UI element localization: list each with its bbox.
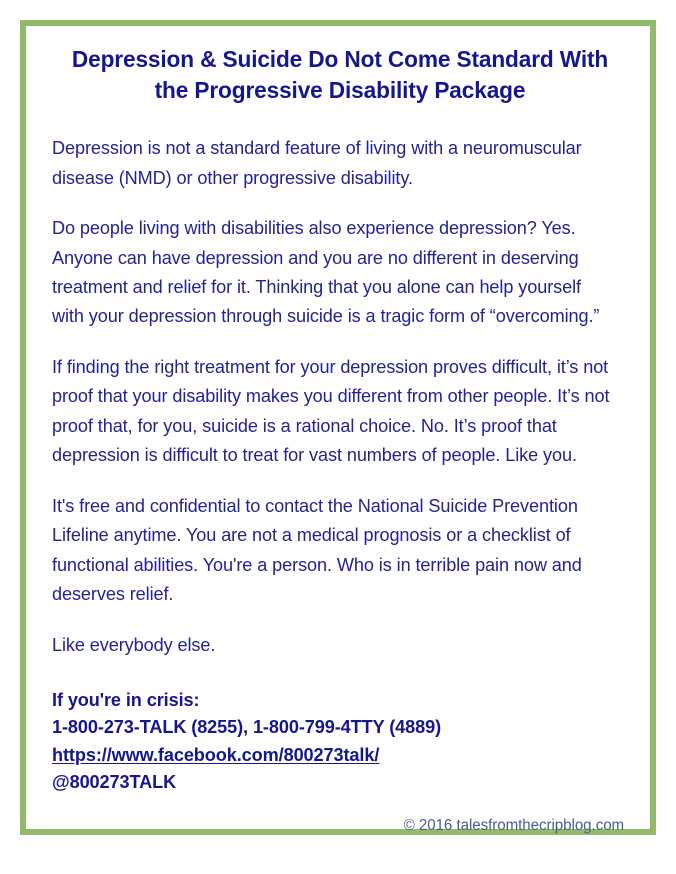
page-title-line-1: Depression & Suicide Do Not Come Standard With	[71, 46, 609, 72]
card-content	[52, 44, 628, 836]
page-title	[62, 44, 618, 105]
crisis-facebook-link[interactable]: https://www.facebook.com/800273talk/	[52, 743, 380, 765]
crisis-social-handle: @800273TALK	[52, 771, 177, 793]
paragraph-5: Like everybody else.	[52, 633, 216, 655]
paragraph-2: Do people living with disabilities also experience depression? Yes. Anyone can have depression and you are no different in deserving treatment and relief for it. Thinking that you alone can help yourself with your depression through suicide is a tragic form of “overcoming.”	[52, 217, 600, 327]
crisis-heading: If you're in crisis:	[52, 689, 200, 711]
body-copy	[52, 133, 628, 659]
page-title-line-2: the Progressive Disability Package	[154, 76, 526, 103]
paragraph-1: Depression is not a standard feature of living with a neuromuscular disease (NMD) or other progressive disability.	[52, 137, 582, 188]
crisis-resources-block	[52, 686, 614, 795]
paragraph-4: It's free and confidential to contact the National Suicide Prevention Lifeline anytime. You are not a medical prognosis or a checklist of functional abilities. You're a person. Who is in terrible pain now and deserves relief.	[52, 494, 582, 605]
crisis-phone-numbers: 1-800-273-TALK (8255), 1-800-799-4TTY (4889)	[52, 716, 442, 738]
green-bordered-card	[20, 20, 656, 835]
copyright-notice: © 2016 talesfromthecripblog.com	[403, 817, 625, 835]
paragraph-3: If finding the right treatment for your depression proves difficult, it’s not proof that your disability makes you different from other people. It’s not proof that, for you, suicide is a rational choice. No. It’s proof that depression is difficult to treat for vast numbers of people. Like you.	[52, 355, 610, 466]
